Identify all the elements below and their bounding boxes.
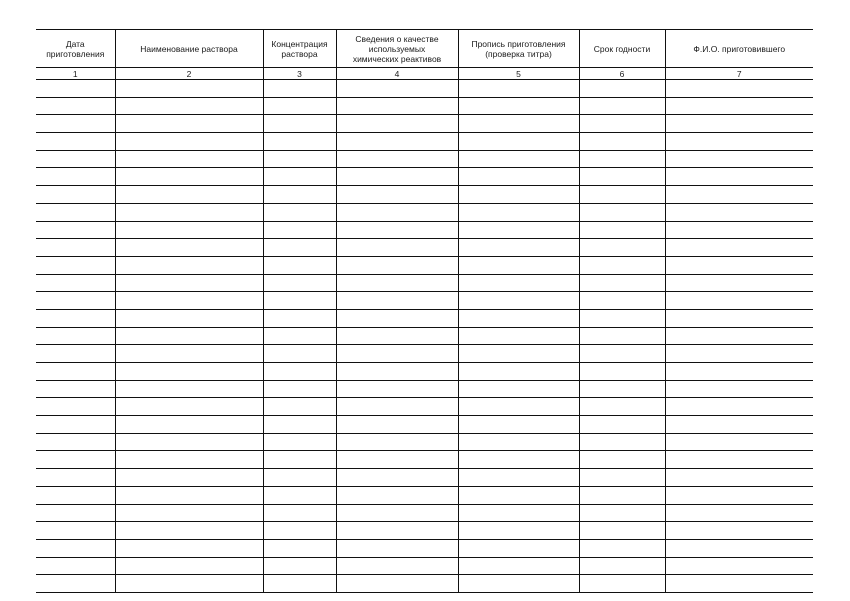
table-row bbox=[36, 451, 813, 469]
table-cell[interactable] bbox=[336, 274, 458, 292]
table-cell[interactable] bbox=[336, 433, 458, 451]
table-cell[interactable] bbox=[336, 398, 458, 416]
table-cell[interactable] bbox=[263, 557, 336, 575]
table-row bbox=[36, 239, 813, 257]
table-cell[interactable] bbox=[458, 133, 579, 151]
table-cell[interactable] bbox=[36, 398, 115, 416]
table-cell[interactable] bbox=[263, 327, 336, 345]
table-cell[interactable] bbox=[458, 522, 579, 540]
table-cell[interactable] bbox=[336, 416, 458, 434]
table-cell[interactable] bbox=[458, 203, 579, 221]
table-cell[interactable] bbox=[458, 309, 579, 327]
table-cell[interactable] bbox=[263, 133, 336, 151]
table-row bbox=[36, 416, 813, 434]
table-cell[interactable] bbox=[336, 239, 458, 257]
table-cell[interactable] bbox=[579, 97, 665, 115]
table-cell[interactable] bbox=[115, 345, 263, 363]
table-cell[interactable] bbox=[579, 150, 665, 168]
column-number: 2 bbox=[115, 68, 263, 80]
table-cell[interactable] bbox=[115, 469, 263, 487]
table-row bbox=[36, 274, 813, 292]
table-cell[interactable] bbox=[458, 221, 579, 239]
table-cell[interactable] bbox=[336, 80, 458, 98]
table-cell[interactable] bbox=[458, 97, 579, 115]
table-row bbox=[36, 469, 813, 487]
table-cell[interactable] bbox=[458, 380, 579, 398]
column-number: 6 bbox=[579, 68, 665, 80]
table-cell[interactable] bbox=[36, 380, 115, 398]
table-cell[interactable] bbox=[263, 221, 336, 239]
column-number: 4 bbox=[336, 68, 458, 80]
table-cell[interactable] bbox=[36, 80, 115, 98]
table-cell[interactable] bbox=[263, 274, 336, 292]
journal-rows bbox=[36, 80, 813, 593]
table-cell[interactable] bbox=[115, 539, 263, 557]
table-cell[interactable] bbox=[115, 292, 263, 310]
table-cell[interactable] bbox=[579, 539, 665, 557]
table-cell[interactable] bbox=[36, 221, 115, 239]
column-header-solution-name: Наименование раствора bbox=[115, 30, 263, 68]
table-cell[interactable] bbox=[579, 221, 665, 239]
table-cell[interactable] bbox=[458, 256, 579, 274]
table-cell[interactable] bbox=[665, 504, 813, 522]
table-cell[interactable] bbox=[263, 239, 336, 257]
table-cell[interactable] bbox=[336, 363, 458, 381]
table-cell[interactable] bbox=[115, 221, 263, 239]
table-row bbox=[36, 433, 813, 451]
table-cell[interactable] bbox=[665, 292, 813, 310]
table-cell[interactable] bbox=[579, 557, 665, 575]
table-cell[interactable] bbox=[579, 256, 665, 274]
table-cell[interactable] bbox=[665, 97, 813, 115]
table-row bbox=[36, 292, 813, 310]
table-cell[interactable] bbox=[36, 309, 115, 327]
table-row bbox=[36, 327, 813, 345]
table-cell[interactable] bbox=[579, 469, 665, 487]
table-cell[interactable] bbox=[336, 345, 458, 363]
table-cell[interactable] bbox=[36, 504, 115, 522]
table-cell[interactable] bbox=[458, 168, 579, 186]
table-row bbox=[36, 168, 813, 186]
table-cell[interactable] bbox=[36, 115, 115, 133]
column-header-date: Дата приготовления bbox=[36, 30, 115, 68]
table-cell[interactable] bbox=[336, 539, 458, 557]
table-row bbox=[36, 186, 813, 204]
table-cell[interactable] bbox=[665, 274, 813, 292]
table-cell[interactable] bbox=[36, 416, 115, 434]
table-cell[interactable] bbox=[263, 168, 336, 186]
table-cell[interactable] bbox=[579, 274, 665, 292]
table-cell[interactable] bbox=[336, 309, 458, 327]
table-cell[interactable] bbox=[263, 416, 336, 434]
table-cell[interactable] bbox=[36, 522, 115, 540]
table-cell[interactable] bbox=[458, 274, 579, 292]
table-cell[interactable] bbox=[36, 274, 115, 292]
table-cell[interactable] bbox=[336, 451, 458, 469]
table-cell[interactable] bbox=[36, 239, 115, 257]
table-cell[interactable] bbox=[115, 203, 263, 221]
column-number: 3 bbox=[263, 68, 336, 80]
table-cell[interactable] bbox=[665, 115, 813, 133]
table-cell[interactable] bbox=[115, 363, 263, 381]
table-cell[interactable] bbox=[336, 150, 458, 168]
table-cell[interactable] bbox=[458, 433, 579, 451]
table-cell[interactable] bbox=[458, 363, 579, 381]
table-cell[interactable] bbox=[336, 380, 458, 398]
table-row bbox=[36, 486, 813, 504]
table-cell[interactable] bbox=[263, 80, 336, 98]
column-number: 7 bbox=[665, 68, 813, 80]
table-row bbox=[36, 256, 813, 274]
table-cell[interactable] bbox=[115, 575, 263, 593]
table-cell[interactable] bbox=[263, 150, 336, 168]
table-cell[interactable] bbox=[36, 451, 115, 469]
table-cell[interactable] bbox=[115, 80, 263, 98]
table-cell[interactable] bbox=[263, 256, 336, 274]
table-cell[interactable] bbox=[458, 150, 579, 168]
table-cell[interactable] bbox=[336, 133, 458, 151]
table-cell[interactable] bbox=[336, 168, 458, 186]
table-cell[interactable] bbox=[665, 469, 813, 487]
table-cell[interactable] bbox=[115, 557, 263, 575]
table-cell[interactable] bbox=[36, 486, 115, 504]
table-cell[interactable] bbox=[665, 133, 813, 151]
table-cell[interactable] bbox=[458, 486, 579, 504]
table-cell[interactable] bbox=[458, 327, 579, 345]
table-cell[interactable] bbox=[336, 486, 458, 504]
table-cell[interactable] bbox=[665, 327, 813, 345]
table-cell[interactable] bbox=[579, 416, 665, 434]
table-cell[interactable] bbox=[263, 433, 336, 451]
table-cell[interactable] bbox=[115, 451, 263, 469]
table-cell[interactable] bbox=[665, 451, 813, 469]
table-cell[interactable] bbox=[336, 469, 458, 487]
table-cell[interactable] bbox=[579, 398, 665, 416]
table-cell[interactable] bbox=[36, 575, 115, 593]
table-cell[interactable] bbox=[665, 486, 813, 504]
table-cell[interactable] bbox=[36, 363, 115, 381]
table-cell[interactable] bbox=[115, 522, 263, 540]
header-row bbox=[36, 30, 813, 68]
table-cell[interactable] bbox=[36, 133, 115, 151]
table-cell[interactable] bbox=[263, 186, 336, 204]
table-cell[interactable] bbox=[115, 115, 263, 133]
table-cell[interactable] bbox=[336, 203, 458, 221]
table-cell[interactable] bbox=[458, 469, 579, 487]
table-cell[interactable] bbox=[579, 239, 665, 257]
table-cell[interactable] bbox=[263, 504, 336, 522]
table-row bbox=[36, 221, 813, 239]
table-cell[interactable] bbox=[115, 433, 263, 451]
column-number: 5 bbox=[458, 68, 579, 80]
table-cell[interactable] bbox=[115, 380, 263, 398]
table-cell[interactable] bbox=[665, 256, 813, 274]
table-cell[interactable] bbox=[336, 97, 458, 115]
table-cell[interactable] bbox=[263, 309, 336, 327]
table-cell[interactable] bbox=[115, 309, 263, 327]
table-cell[interactable] bbox=[579, 327, 665, 345]
column-header-preparer-name: Ф.И.О. приготовившего bbox=[665, 30, 813, 68]
table-cell[interactable] bbox=[579, 80, 665, 98]
table-cell[interactable] bbox=[579, 451, 665, 469]
table-cell[interactable] bbox=[36, 150, 115, 168]
table-cell[interactable] bbox=[579, 203, 665, 221]
column-header-reagent-quality: Сведения о качестве используемых химических реактивов bbox=[336, 30, 458, 68]
column-number-row bbox=[36, 68, 813, 80]
table-cell[interactable] bbox=[458, 186, 579, 204]
table-cell[interactable] bbox=[115, 486, 263, 504]
table-cell[interactable] bbox=[665, 416, 813, 434]
table-cell[interactable] bbox=[665, 433, 813, 451]
table-cell[interactable] bbox=[36, 256, 115, 274]
table-cell[interactable] bbox=[263, 380, 336, 398]
table-cell[interactable] bbox=[263, 398, 336, 416]
table-cell[interactable] bbox=[115, 274, 263, 292]
table-cell[interactable] bbox=[336, 327, 458, 345]
table-cell[interactable] bbox=[115, 327, 263, 345]
column-header-expiry: Срок годности bbox=[579, 30, 665, 68]
table-cell[interactable] bbox=[665, 363, 813, 381]
column-header-preparation-recipe: Пропись приготовления (проверка титра) bbox=[458, 30, 579, 68]
table-cell[interactable] bbox=[579, 486, 665, 504]
table-cell[interactable] bbox=[115, 150, 263, 168]
table-cell[interactable] bbox=[336, 575, 458, 593]
table-cell[interactable] bbox=[665, 150, 813, 168]
table-row bbox=[36, 80, 813, 98]
table-cell[interactable] bbox=[36, 539, 115, 557]
table-cell[interactable] bbox=[579, 504, 665, 522]
table-cell[interactable] bbox=[336, 557, 458, 575]
table-row bbox=[36, 522, 813, 540]
column-header-concentration: Концентрация раствора bbox=[263, 30, 336, 68]
table-cell[interactable] bbox=[263, 469, 336, 487]
table-cell[interactable] bbox=[336, 115, 458, 133]
table-cell[interactable] bbox=[336, 221, 458, 239]
table-row bbox=[36, 345, 813, 363]
table-cell[interactable] bbox=[115, 239, 263, 257]
table-cell[interactable] bbox=[336, 292, 458, 310]
table-cell[interactable] bbox=[36, 186, 115, 204]
table-cell[interactable] bbox=[579, 292, 665, 310]
table-cell[interactable] bbox=[458, 575, 579, 593]
table-cell[interactable] bbox=[458, 398, 579, 416]
table-row bbox=[36, 150, 813, 168]
table-cell[interactable] bbox=[458, 80, 579, 98]
table-cell[interactable] bbox=[115, 256, 263, 274]
table-cell[interactable] bbox=[665, 168, 813, 186]
table-cell[interactable] bbox=[665, 80, 813, 98]
table-cell[interactable] bbox=[665, 203, 813, 221]
table-row bbox=[36, 398, 813, 416]
table-cell[interactable] bbox=[665, 557, 813, 575]
table-cell[interactable] bbox=[115, 168, 263, 186]
table-cell[interactable] bbox=[336, 186, 458, 204]
table-cell[interactable] bbox=[263, 203, 336, 221]
table-cell[interactable] bbox=[458, 345, 579, 363]
table-cell[interactable] bbox=[579, 133, 665, 151]
table-cell[interactable] bbox=[36, 557, 115, 575]
table-cell[interactable] bbox=[115, 186, 263, 204]
table-cell[interactable] bbox=[665, 239, 813, 257]
table-cell[interactable] bbox=[579, 575, 665, 593]
table-cell[interactable] bbox=[579, 309, 665, 327]
table-cell[interactable] bbox=[263, 486, 336, 504]
table-cell[interactable] bbox=[579, 433, 665, 451]
table-row bbox=[36, 363, 813, 381]
table-cell[interactable] bbox=[263, 115, 336, 133]
table-cell[interactable] bbox=[36, 327, 115, 345]
table-cell[interactable] bbox=[579, 115, 665, 133]
table-cell[interactable] bbox=[115, 398, 263, 416]
table-cell[interactable] bbox=[115, 504, 263, 522]
table-cell[interactable] bbox=[665, 309, 813, 327]
table-cell[interactable] bbox=[579, 186, 665, 204]
table-cell[interactable] bbox=[36, 345, 115, 363]
table-cell[interactable] bbox=[263, 345, 336, 363]
table-cell[interactable] bbox=[458, 115, 579, 133]
table-cell[interactable] bbox=[665, 380, 813, 398]
table-cell[interactable] bbox=[36, 203, 115, 221]
table-row bbox=[36, 380, 813, 398]
table-cell[interactable] bbox=[263, 97, 336, 115]
table-cell[interactable] bbox=[36, 168, 115, 186]
table-cell[interactable] bbox=[263, 575, 336, 593]
table-cell[interactable] bbox=[263, 539, 336, 557]
solution-preparation-journal-table bbox=[36, 29, 813, 593]
table-cell[interactable] bbox=[579, 168, 665, 186]
table-cell[interactable] bbox=[458, 451, 579, 469]
table-cell[interactable] bbox=[665, 398, 813, 416]
table-cell[interactable] bbox=[336, 256, 458, 274]
table-cell[interactable] bbox=[458, 292, 579, 310]
table-cell[interactable] bbox=[458, 416, 579, 434]
table-cell[interactable] bbox=[665, 345, 813, 363]
table-cell[interactable] bbox=[36, 433, 115, 451]
table-cell[interactable] bbox=[36, 292, 115, 310]
table-cell[interactable] bbox=[336, 522, 458, 540]
table-cell[interactable] bbox=[36, 469, 115, 487]
column-number: 1 bbox=[36, 68, 115, 80]
table-cell[interactable] bbox=[665, 221, 813, 239]
table-row bbox=[36, 133, 813, 151]
table-row bbox=[36, 557, 813, 575]
table-cell[interactable] bbox=[458, 539, 579, 557]
table-cell[interactable] bbox=[579, 363, 665, 381]
table-cell[interactable] bbox=[263, 292, 336, 310]
table-row bbox=[36, 539, 813, 557]
table-cell[interactable] bbox=[579, 380, 665, 398]
table-cell[interactable] bbox=[458, 504, 579, 522]
table-row bbox=[36, 115, 813, 133]
table-row bbox=[36, 203, 813, 221]
table-cell[interactable] bbox=[115, 133, 263, 151]
table-row bbox=[36, 575, 813, 593]
table-row bbox=[36, 504, 813, 522]
table-cell[interactable] bbox=[263, 451, 336, 469]
table-cell[interactable] bbox=[36, 97, 115, 115]
table-cell[interactable] bbox=[263, 522, 336, 540]
table-row bbox=[36, 97, 813, 115]
table-cell[interactable] bbox=[665, 539, 813, 557]
table-cell[interactable] bbox=[115, 97, 263, 115]
table-row bbox=[36, 309, 813, 327]
table-cell[interactable] bbox=[579, 345, 665, 363]
table-cell[interactable] bbox=[115, 416, 263, 434]
table-cell[interactable] bbox=[665, 575, 813, 593]
table-cell[interactable] bbox=[458, 239, 579, 257]
table-cell[interactable] bbox=[263, 363, 336, 381]
table-cell[interactable] bbox=[665, 522, 813, 540]
table-cell[interactable] bbox=[579, 522, 665, 540]
table-cell[interactable] bbox=[458, 557, 579, 575]
table-cell[interactable] bbox=[336, 504, 458, 522]
table-cell[interactable] bbox=[665, 186, 813, 204]
